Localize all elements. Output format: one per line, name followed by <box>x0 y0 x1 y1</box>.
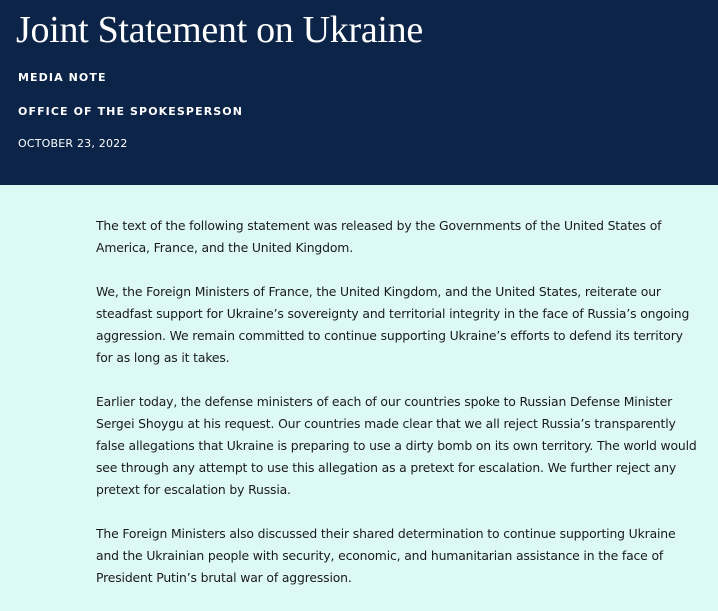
statement-paragraph: The Foreign Ministers also discussed their shared determination to continue supporting Ukraine and the Ukrainian people with security, economic, and humanitarian assistance in the face of President Putin’s brutal war of aggression. <box>96 526 676 585</box>
publish-date: OCTOBER 23, 2022 <box>18 137 128 150</box>
statement-paragraph: The text of the following statement was released by the Governments of the United States of America, France, and the United Kingdom. <box>96 218 662 255</box>
page-title: Joint Statement on Ukraine <box>16 9 423 51</box>
page-header <box>0 0 718 185</box>
media-note-label: MEDIA NOTE <box>18 71 107 84</box>
statement-paragraph: We, the Foreign Ministers of France, the United Kingdom, and the United States, reiterate our steadfast support for Ukraine’s sovereignty and territorial integrity in the face of Russia’s ongoing aggression. We remain committed to continue supporting Ukraine’s efforts to defend its territory for as long as it takes. <box>96 284 690 365</box>
statement-paragraph: Earlier today, the defense ministers of each of our countries spoke to Russian Defense Minister Sergei Shoygu at his request. Our countries made clear that we all reject Russia’s transparently false allegations that Ukraine is preparing to use a dirty bomb on its own territory. The world would see through any attempt to use this allegation as a pretext for escalation. We further reject any pretext for escalation by Russia. <box>96 394 697 497</box>
office-label: OFFICE OF THE SPOKESPERSON <box>18 105 244 118</box>
statement-body <box>96 215 700 611</box>
